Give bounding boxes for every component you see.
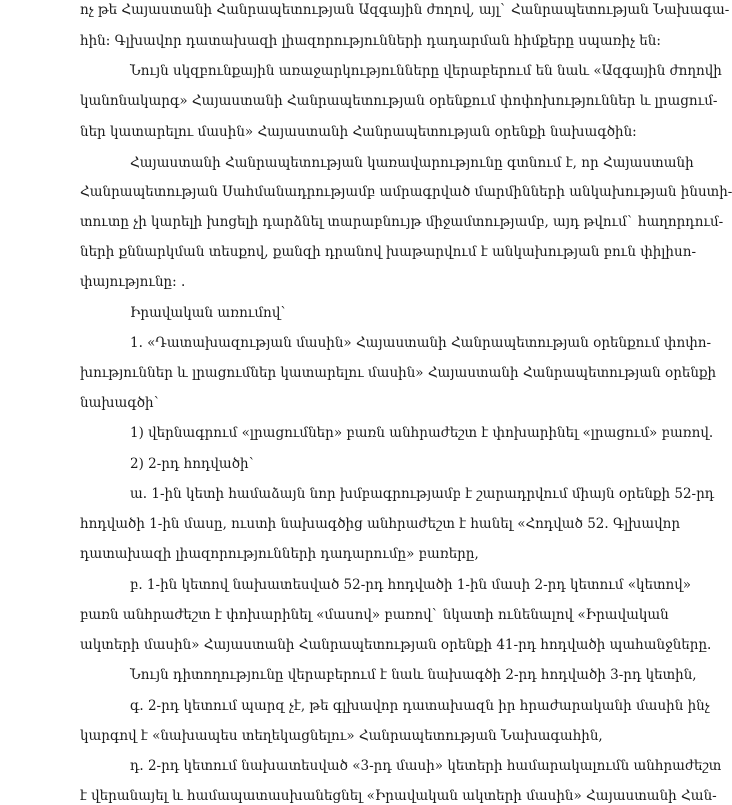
text-line: ներ կատարելու մասին» Հայաստանի Հանրապետության օրենքի նախագծին:	[80, 124, 637, 140]
text-line: 1. «Դատախազության մասին» Հայաստանի Հանրապետության օրենքում փոփո-	[130, 335, 712, 351]
text-line: գ. 2-րդ կետում պարզ չէ, թե գլխավոր դատախազն իր հրաժարականի մասին ինչ	[130, 698, 710, 714]
text-line: դ. 2-րդ կետում նախատեսված «3-րդ մասի» կետերի համարակալումն անհրաժեշտ	[130, 758, 722, 774]
text-line: ների քննարկման տեսքով, քանզի դրանով խաթարվում է անկախության բուն փիլիսո-	[80, 244, 697, 260]
text-line: փայությունը: .	[80, 274, 186, 290]
text-line: 2) 2-րդ հոդվածի`	[130, 456, 256, 472]
text-line: Նույն դիտողությունը վերաբերում է նաև նախագծի 2-րդ հոդվածի 3-րդ կետին,	[130, 667, 697, 683]
text-line: Նույն սկզբունքային առաջարկությունները վերաբերում են նաև «Ազգային ժողովի	[130, 63, 722, 79]
text-line: ա. 1-ին կետի համաձայն նոր խմբագրությամբ է շարադրվում միայն օրենքի 52-րդ	[130, 486, 715, 502]
text-line: բ. 1-ին կետով նախատեսված 52-րդ հոդվածի 1-ին մասի 2-րդ կետում «կետով»	[130, 577, 692, 593]
text-line: ակտերի մասին» Հայաստանի Հանրապետության օրենքի 41-րդ հոդվածի պահանջները.	[80, 637, 712, 653]
text-line: հոդվածի 1-ին մասը, ուստի նախագծից անհրաժեշտ է հանել «Հոդված 52. Գլխավոր	[80, 516, 681, 532]
text-line: է վերանայել և համապատասխանեցնել «Իրավական ակտերի մասին» Հայաստանի Հան-	[80, 788, 717, 804]
section-heading: Իրավական առումով`	[130, 305, 288, 321]
text-line: դատախազի լիազորությունների դադարումը» բառերը,	[80, 546, 479, 562]
text-line: նախագծի`	[80, 395, 161, 411]
text-line: կարգով է «նախապես տեղեկացնելու» Հանրապետության Նախագահին,	[80, 728, 603, 744]
text-line: Հանրապետության Սահմանադրությամբ ամրագրված մարմինների անկախության ինստի-	[80, 184, 732, 200]
text-line: խություններ և լրացումներ կատարելու մասին» Հայաստանի Հանրապետության օրենքի	[80, 365, 717, 381]
text-line: կանոնակարգ» Հայաստանի Հանրապետության օրենքում փոփոխություններ և լրացում-	[80, 93, 718, 109]
text-line: հին: Գլխավոր դատախազի լիազորությունների դադարման հիմքերը սպառիչ են:	[80, 33, 661, 49]
text-line: Հայաստանի Հանրապետության կառավարությունը գտնում է, որ Հայաստանի	[130, 155, 694, 171]
text-line: 1) վերնագրում «լրացումներ» բառն անհրաժեշտ է փոխարինել «լրացում» բառով.	[130, 425, 714, 441]
text-line: բառն անհրաժեշտ է փոխարինել «մասով» բառով` նկատի ունենալով «Իրավական	[80, 607, 669, 623]
text-line: տուտը չի կարելի խոցելի դարձնել տարաբնույթ միջամտությամբ, այդ թվում` հաղորդում-	[80, 214, 724, 230]
text-line: ոչ թե Հայաստանի Հանրապետության Ազգային ժողով, այլ` Հանրապետության Նախագա-	[80, 2, 730, 18]
